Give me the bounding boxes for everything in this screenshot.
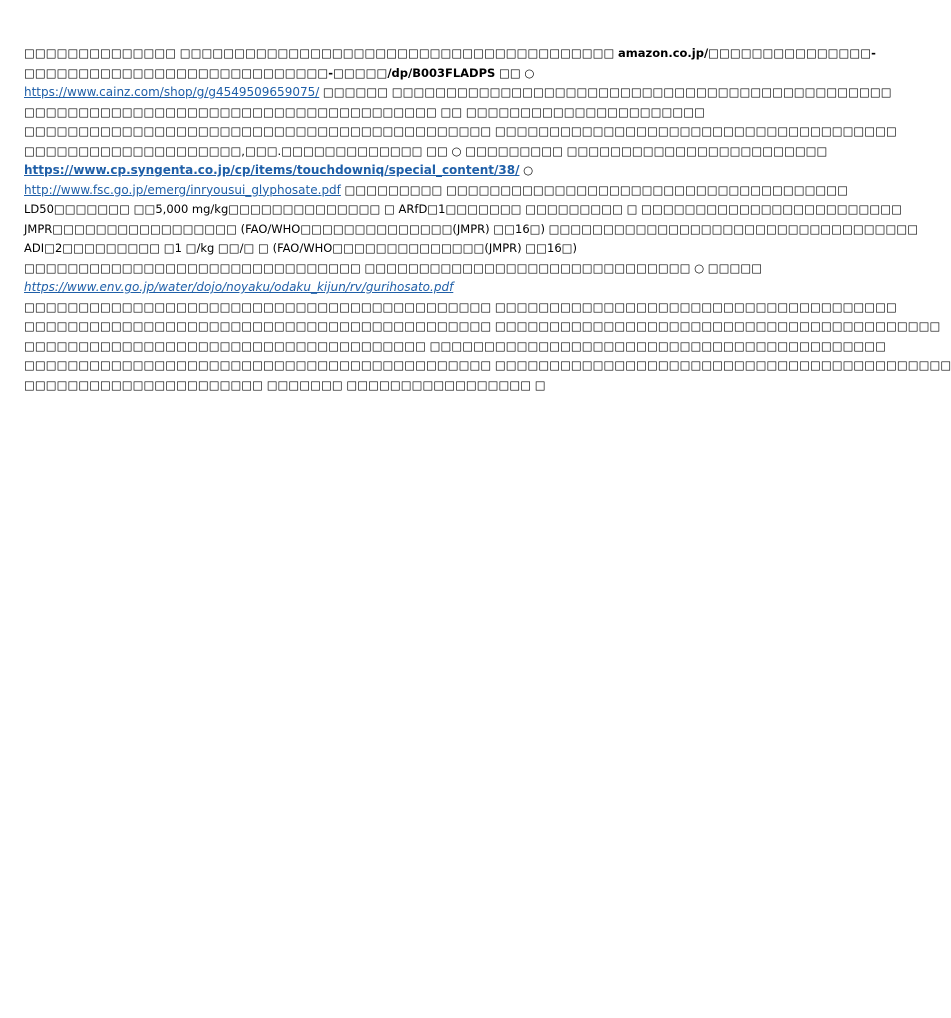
hyperlink[interactable]: https://www.cp.syngenta.co.jp/cp/items/touchdowniq/special_content/38/	[24, 163, 520, 177]
text-segment: □□ ○	[495, 65, 535, 80]
text-line	[24, 317, 941, 337]
text-segment: □□□□□□□□□□□□□□□□□□□□□□□□□□□□□□□□□□□□□□□□□□□ □□□□□□□□□□□□□□□□□□□□□□□□□□□□□□□□□□□□□□□□□□	[24, 358, 951, 372]
text-segment: □□□□□□□□□ □□□□□□□□□□□□□□□□□□□□□□□□□□□□□□□□□□□□□	[340, 182, 849, 197]
text-segment: □□□□□□□□□□□□□□□□□□□□□□□□□□□□□□□□□□□□□ □□□□□□□□□□□□□□□□□□□□□□□□□□□□□□□□□□□□□□□□□□	[24, 338, 887, 353]
text-line	[24, 83, 892, 103]
hyperlink[interactable]: http://www.fsc.go.jp/emerg/inryousui_glyphosate.pdf	[24, 182, 341, 197]
hyperlink[interactable]: https://www.cainz.com/shop/g/g4549509659075/	[24, 85, 320, 99]
text-line	[24, 200, 902, 220]
text-segment: □□□□□□□□□□□□□□□□□□□□□□□□□□□□□□□□□□□□□□ □□ □□□□□□□□□□□□□□□□□□□□□□	[24, 104, 705, 119]
text-line	[24, 298, 897, 318]
document-body	[24, 44, 951, 395]
text-line	[24, 259, 763, 279]
text-line	[24, 356, 951, 376]
text-segment: ○	[519, 163, 534, 177]
text-line	[24, 122, 897, 142]
text-line	[24, 181, 849, 201]
text-segment: □□□□□□□□□□□□□□□□□□□□,□□□.□□□□□□□□□□□□□ □□ ○ □□□□□□□□□ □□□□□□□□□□□□□□□□□□□□□□□□	[24, 143, 828, 158]
text-segment: □□□□□□□□□□□□□□□□□□□□□□□□□□□□-□□□□□/dp/B003FLADPS	[24, 65, 496, 80]
text-line	[24, 44, 876, 64]
text-segment: LD50□□□□□□□ □□5,000 mg/kg□□□□□□□□□□□□□□ □ ARfD□1□□□□□□□ □□□□□□□□□ □ □□□□□□□□□□□□□□□□□□□□□□□□	[24, 202, 902, 216]
text-line	[24, 103, 705, 123]
text-line	[24, 239, 696, 259]
text-segment: □□□□□□□□□□□□□□ □□□□□□□□□□□□□□□□□□□□□□□□□□□□□□□□□□□□□□□□	[24, 46, 619, 60]
text-segment: JMPR□□□□□□□□□□□□□□□□□ (FAO/WHO□□□□□□□□□□□□□□(JMPR) □□16□) □□□□□□□□□□□□□□□□□□□□□□□□□□□□□□□□□□	[24, 221, 919, 236]
text-segment: □□□□□□□□□□□□□□□□□□□□□□□□□□□□□□□□□□□□□□□□□□□ □□□□□□□□□□□□□□□□□□□□□□□□□□□□□□□□□□□□□	[24, 124, 897, 138]
text-line	[24, 64, 696, 84]
text-line	[24, 220, 919, 240]
text-segment: ADI□2□□□□□□□□□ □1 □/kg □□/□ □ (FAO/WHO□□□□□□□□□□□□□□(JMPR) □□16□)	[24, 241, 577, 255]
text-line	[24, 376, 696, 396]
text-segment: □□□□□□□□□□□□□□□□□□□□□□ □□□□□□□ □□□□□□□□□□□□□□□□□ □	[24, 377, 546, 392]
text-segment: □□□□□□□□□□□□□□□□□□□□□□□□□□□□□□□□□□□□□□□□□□□ □□□□□□□□□□□□□□□□□□□□□□□□□□□□□□□□□□□□□□□□□	[24, 319, 941, 333]
text-segment: □□□□□□ □□□□□□□□□□□□□□□□□□□□□□□□□□□□□□□□□□□□□□□□□□□□□□	[319, 85, 892, 99]
text-line	[24, 337, 887, 357]
text-segment: □□□□□□□□□□□□□□□□□□□□□□□□□□□□□□□ □□□□□□□□□□□□□□□□□□□□□□□□□□□□□□ ○ □□□□□	[24, 260, 763, 275]
text-segment: □□□□□□□□□□□□□□□□□□□□□□□□□□□□□□□□□□□□□□□□□□□ □□□□□□□□□□□□□□□□□□□□□□□□□□□□□□□□□□□□□	[24, 299, 897, 314]
text-line	[24, 142, 828, 162]
text-line	[24, 161, 696, 181]
hyperlink[interactable]: https://www.env.go.jp/water/dojo/noyaku/odaku_kijun/rv/gurihosato.pdf	[24, 280, 454, 294]
text-line	[24, 278, 696, 298]
text-segment: amazon.co.jp/□□□□□□□□□□□□□□□-	[618, 46, 876, 60]
